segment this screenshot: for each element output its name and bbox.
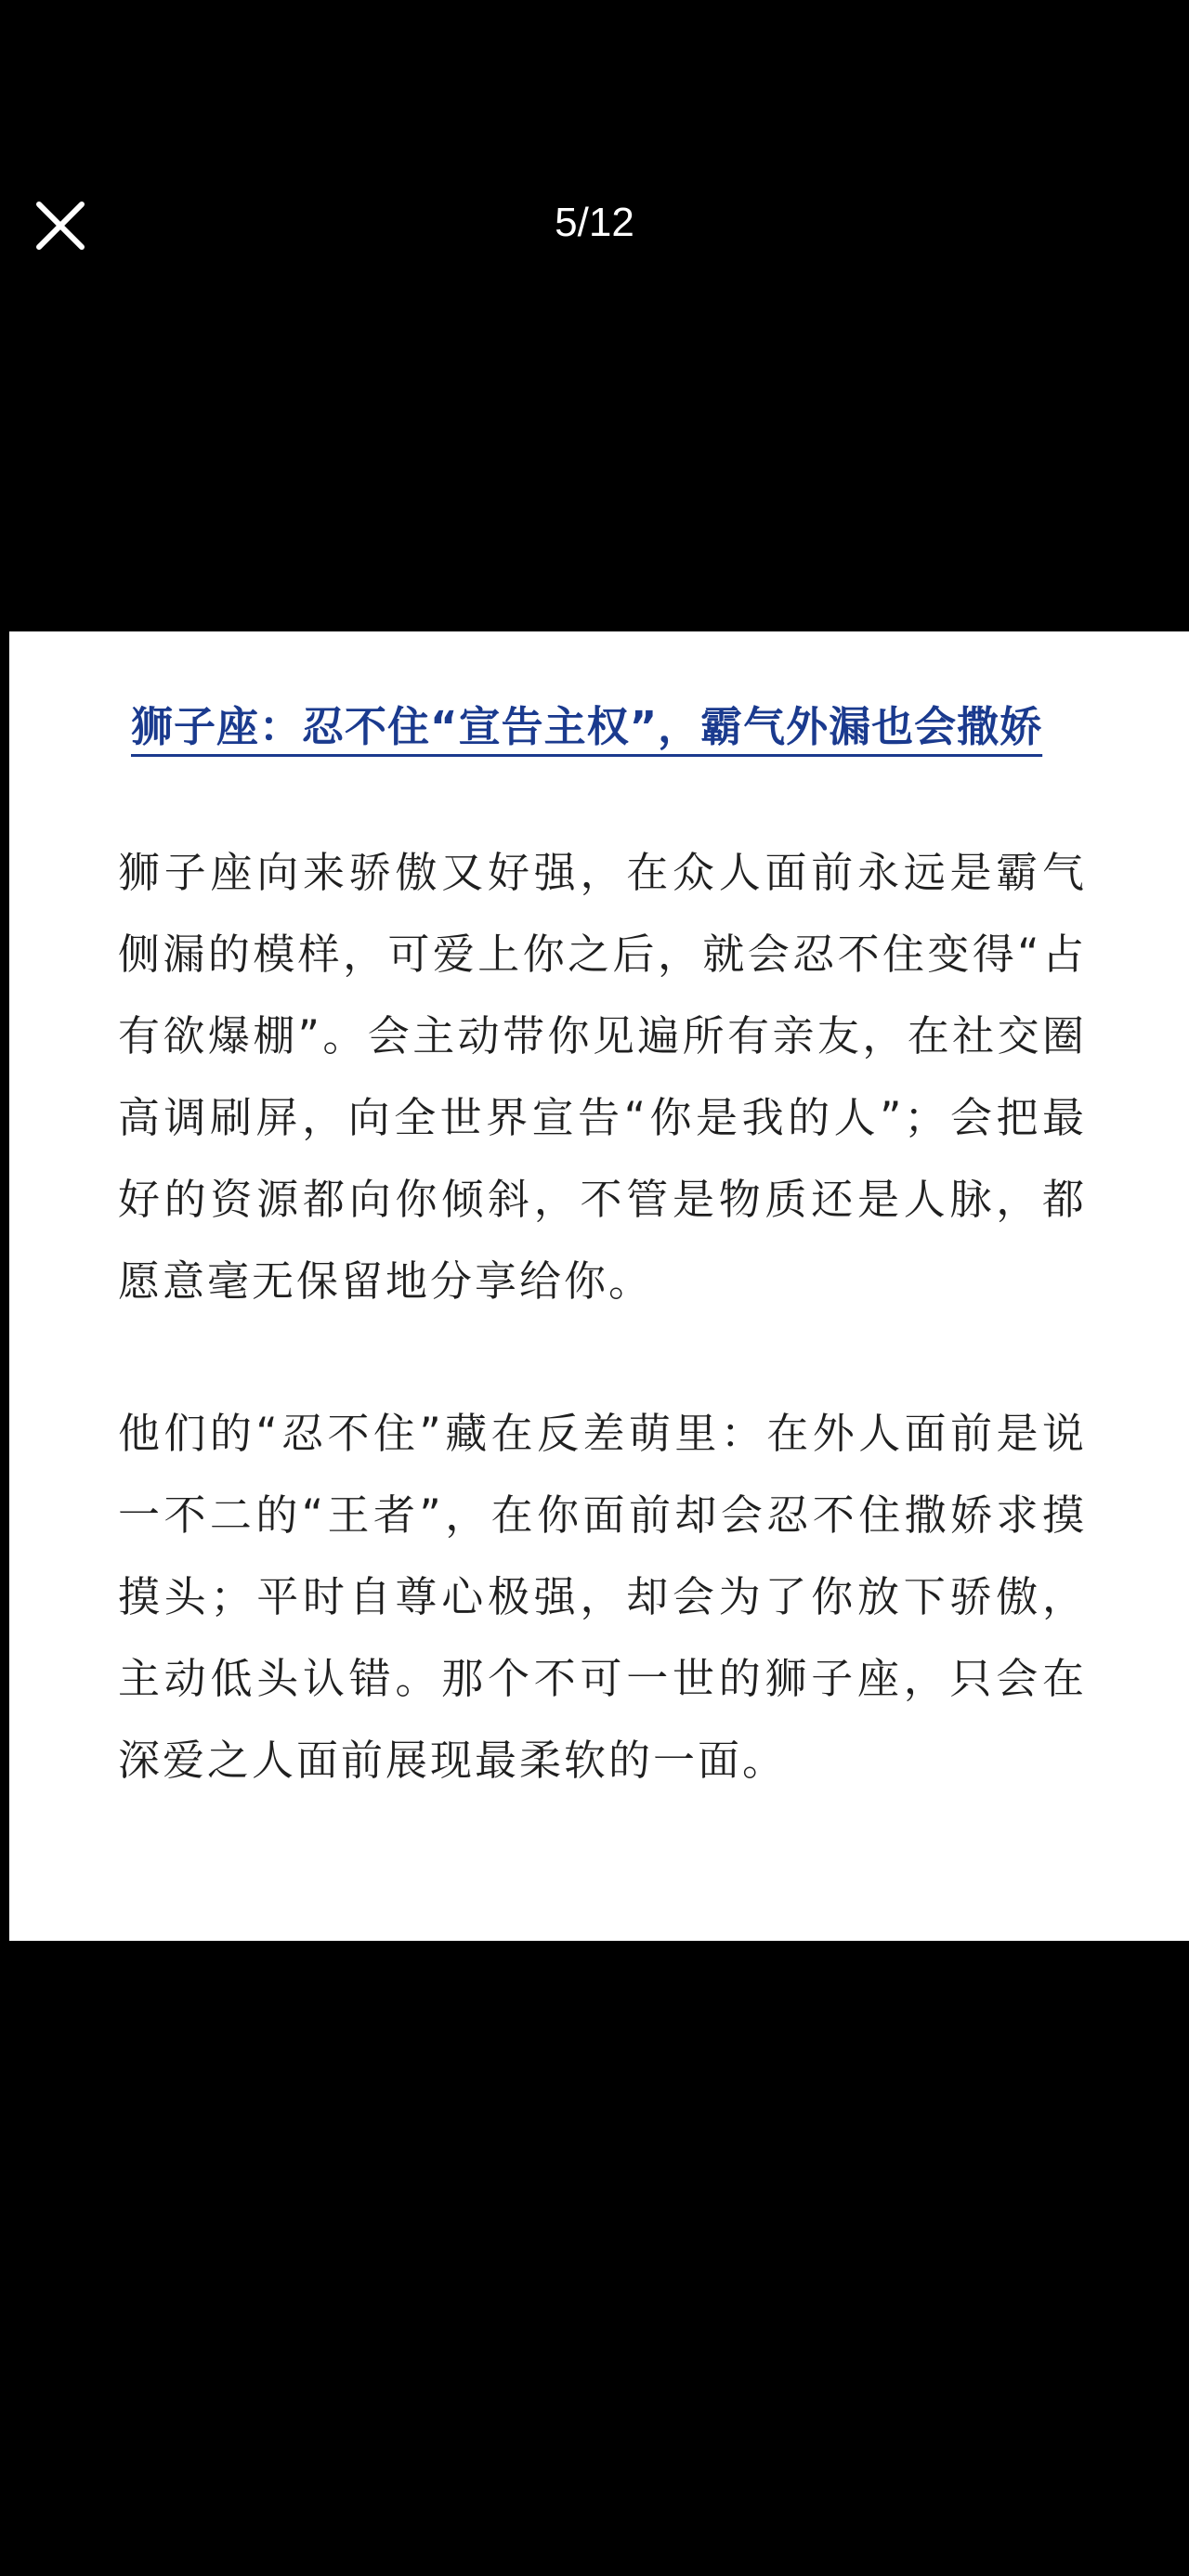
page-counter: 5/12: [555, 200, 634, 245]
article-heading: 狮子座：忍不住“宣告主权”，霸气外漏也会撒娇: [131, 702, 1043, 751]
article-paragraph-1: 狮子座向来骄傲又好强，在众人面前永远是霸气侧漏的模样，可爱上你之后，就会忍不住变得“占有欲爆棚”。会主动带你见遍所有亲友，在社交圈高调刷屏，向全世界宣告“你是我的人”；会把最好的资源都向你倾斜，不管是物质还是人脉，都愿意毫无保留地分享给你。: [118, 848, 1087, 1306]
article-image[interactable]: [9, 631, 1189, 1941]
viewer-top-bar: [0, 167, 1189, 279]
article-paragraph-2: 他们的“忍不住”藏在反差萌里：在外人面前是说一不二的“王者”，在你面前却会忍不住撒娇求摸摸头；平时自尊心极强，却会为了你放下骄傲，主动低头认错。那个不可一世的狮子座，只会在深爱之人面前展现最柔软的一面。: [118, 1409, 1087, 1785]
